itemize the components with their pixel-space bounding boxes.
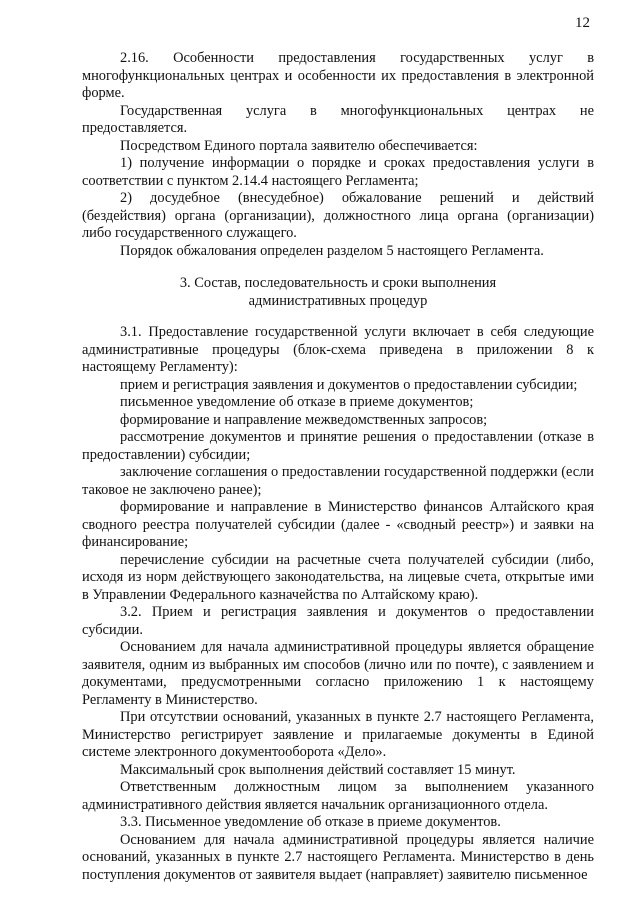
paragraph: Посредством Единого портала заявителю обеспечивается:: [120, 137, 478, 154]
paragraph: Государственная услуга в многофункциональных центрах не предоставляется.: [82, 102, 594, 136]
paragraph: 2) досудебное (внесудебное) обжалование решений и действий (бездействия) органа (организации), должностного лица органа (организации) либо государственного служащего.: [82, 190, 594, 241]
paragraph: Порядок обжалования определен разделом 5 настоящего Регламента.: [120, 242, 544, 259]
section-title-line: административных процедур: [248, 292, 428, 309]
paragraph: 3.3. Письменное уведомление об отказе в приеме документов.: [120, 814, 501, 830]
paragraph: Основанием для начала административной процедуры является обращение заявителя, одним из выбранных им способов (лично или по почте), с заявлением и документами, предусмотренными согласно приложению 1 к настоящему Регламенту в Министерство.: [82, 639, 594, 708]
paragraph: 3.2. Прием и регистрация заявления и документов о предоставлении субсидии.: [82, 604, 594, 638]
list-item: заключение соглашения о предоставлении государственной поддержки (если таковое не заключено ранее);: [82, 464, 594, 498]
list-item: перечисление субсидии на расчетные счета получателей субсидии (либо, исходя из норм действующего законодательства, на лицевые счета, открытые ими в Управлении Федерального казначейства по Алтайскому краю).: [82, 551, 594, 603]
paragraph: 2.16. Особенности предоставления государственных услуг в многофункциональных центрах и особенности их предоставления в электронной форме.: [82, 50, 594, 101]
paragraph: При отсутствии оснований, указанных в пункте 2.7 настоящего Регламента, Министерство регистрирует заявление и прилагаемые документы в Единой системе электронного документооборота «Дело».: [82, 709, 594, 760]
paragraph: 1) получение информации о порядке и сроках предоставления услуги в соответствии с пунктом 2.14.4 настоящего Регламента;: [82, 155, 594, 189]
list-item: формирование и направление в Министерство финансов Алтайского края сводного реестра получателей субсидии (далее - «сводный реестр») и заявки на финансирование;: [82, 499, 594, 550]
paragraph: Основанием для начала административной процедуры является наличие оснований, указанных в пункте 2.7 настоящего Регламента. Министерство в день поступления документов от заявителя выдает (направляет) заявителю письменное: [82, 831, 594, 883]
section-title: [82, 275, 594, 310]
list-item: прием и регистрация заявления и документов о предоставлении субсидии;: [120, 376, 578, 393]
page-number: 12: [575, 15, 590, 31]
list-item: письменное уведомление об отказе в приеме документов;: [120, 394, 474, 410]
list-item: рассмотрение документов и принятие решения о предоставлении (отказе в предоставлении) субсидии;: [82, 429, 594, 463]
paragraph: 3.1. Предоставление государственной услуги включает в себя следующие административные процедуры (блок-схема приведена в приложении 8 к настоящему Регламенту):: [82, 324, 594, 375]
section-title-line: 3. Состав, последовательность и сроки выполнения: [179, 275, 497, 291]
list-item: формирование и направление межведомственных запросов;: [120, 411, 488, 428]
document-body: [82, 50, 594, 884]
paragraph: Ответственным должностным лицом за выполнением указанного административного действия является начальник организационного отдела.: [82, 779, 594, 813]
paragraph: Максимальный срок выполнения действий составляет 15 минут.: [120, 761, 516, 778]
